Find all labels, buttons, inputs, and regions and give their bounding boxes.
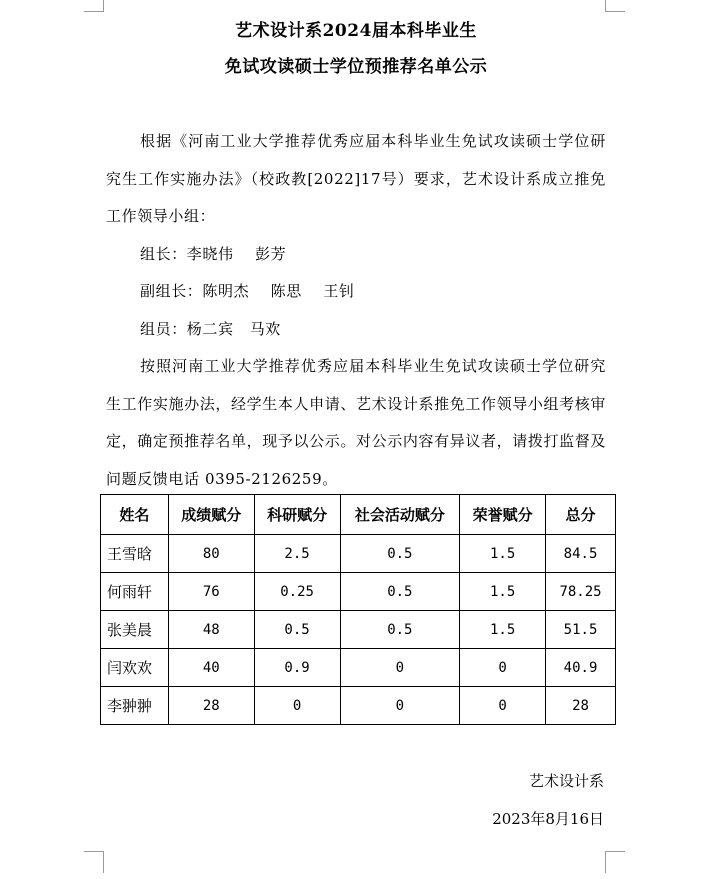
cell-total: 78.25 <box>546 573 616 611</box>
table-header-row <box>101 495 616 535</box>
signature-date: 2023年8月16日 <box>492 810 604 828</box>
notice-paragraph: 按照河南工业大学推荐优秀应届本科毕业生免试攻读硕士学位研究生工作实施办法，经学生本人申请、艺术设计系推免工作领导小组考核审定，确定预推荐名单，现予以公示。对公示内容有异议者，请拨打监督及问题反馈电话 0395-2126259。 <box>106 357 606 488</box>
members-line: 组员：杨二宾 马欢 <box>140 319 281 338</box>
cell-name: 闫欢欢 <box>101 649 169 687</box>
table-row <box>101 611 616 649</box>
table-row <box>101 649 616 687</box>
header-research: 科研赋分 <box>254 495 340 535</box>
cell-honor: 0 <box>460 687 546 725</box>
cell-honor: 1.5 <box>460 611 546 649</box>
cell-social: 0.5 <box>340 535 460 573</box>
document-title: 艺术设计系2024届本科毕业生 <box>235 21 477 41</box>
header-name: 姓名 <box>101 495 169 535</box>
crop-mark <box>84 11 103 12</box>
cell-name: 张美晨 <box>101 611 169 649</box>
cell-total: 51.5 <box>546 611 616 649</box>
cell-social: 0 <box>340 649 460 687</box>
cell-honor: 1.5 <box>460 535 546 573</box>
cell-name: 李翀翀 <box>101 687 169 725</box>
table-row <box>101 573 616 611</box>
crop-mark <box>84 851 103 852</box>
cell-total: 84.5 <box>546 535 616 573</box>
document-subtitle: 免试攻读硕士学位预推荐名单公示 <box>224 57 488 77</box>
header-grade: 成绩赋分 <box>168 495 254 535</box>
cell-grade: 48 <box>168 611 254 649</box>
cell-research: 2.5 <box>254 535 340 573</box>
cell-grade: 80 <box>168 535 254 573</box>
cell-honor: 1.5 <box>460 573 546 611</box>
crop-mark <box>103 851 104 873</box>
cell-grade: 40 <box>168 649 254 687</box>
header-total: 总分 <box>546 495 616 535</box>
cell-social: 0.5 <box>340 611 460 649</box>
notice-section <box>106 348 606 498</box>
table-row <box>101 687 616 725</box>
header-social: 社会活动赋分 <box>340 495 460 535</box>
cell-research: 0.9 <box>254 649 340 687</box>
cell-grade: 28 <box>168 687 254 725</box>
table-row <box>101 535 616 573</box>
cell-name: 何雨轩 <box>101 573 169 611</box>
cell-grade: 76 <box>168 573 254 611</box>
recommendation-table <box>100 494 616 725</box>
cell-research: 0 <box>254 687 340 725</box>
crop-mark <box>103 0 104 12</box>
deputy-leader-line: 副组长：陈明杰 陈思 王钊 <box>140 282 355 300</box>
cell-social: 0 <box>340 687 460 725</box>
cell-social: 0.5 <box>340 573 460 611</box>
intro-section <box>106 123 606 348</box>
crop-mark <box>606 851 625 852</box>
crop-mark <box>605 851 606 873</box>
cell-total: 40.9 <box>546 649 616 687</box>
signature-organization: 艺术设计系 <box>528 772 604 790</box>
leader-line: 组长：李晓伟 彭芳 <box>140 244 287 263</box>
cell-total: 28 <box>546 687 616 725</box>
crop-mark <box>605 0 606 12</box>
cell-research: 0.5 <box>254 611 340 649</box>
cell-research: 0.25 <box>254 573 340 611</box>
intro-paragraph: 根据《河南工业大学推荐优秀应届本科毕业生免试攻读硕士学位研究生工作实施办法》（校政教[2022]17号）要求，艺术设计系成立推免工作领导小组： <box>106 132 606 225</box>
cell-name: 王雪晗 <box>101 535 169 573</box>
header-honor: 荣誉赋分 <box>460 495 546 535</box>
cell-honor: 0 <box>460 649 546 687</box>
crop-mark <box>606 11 625 12</box>
